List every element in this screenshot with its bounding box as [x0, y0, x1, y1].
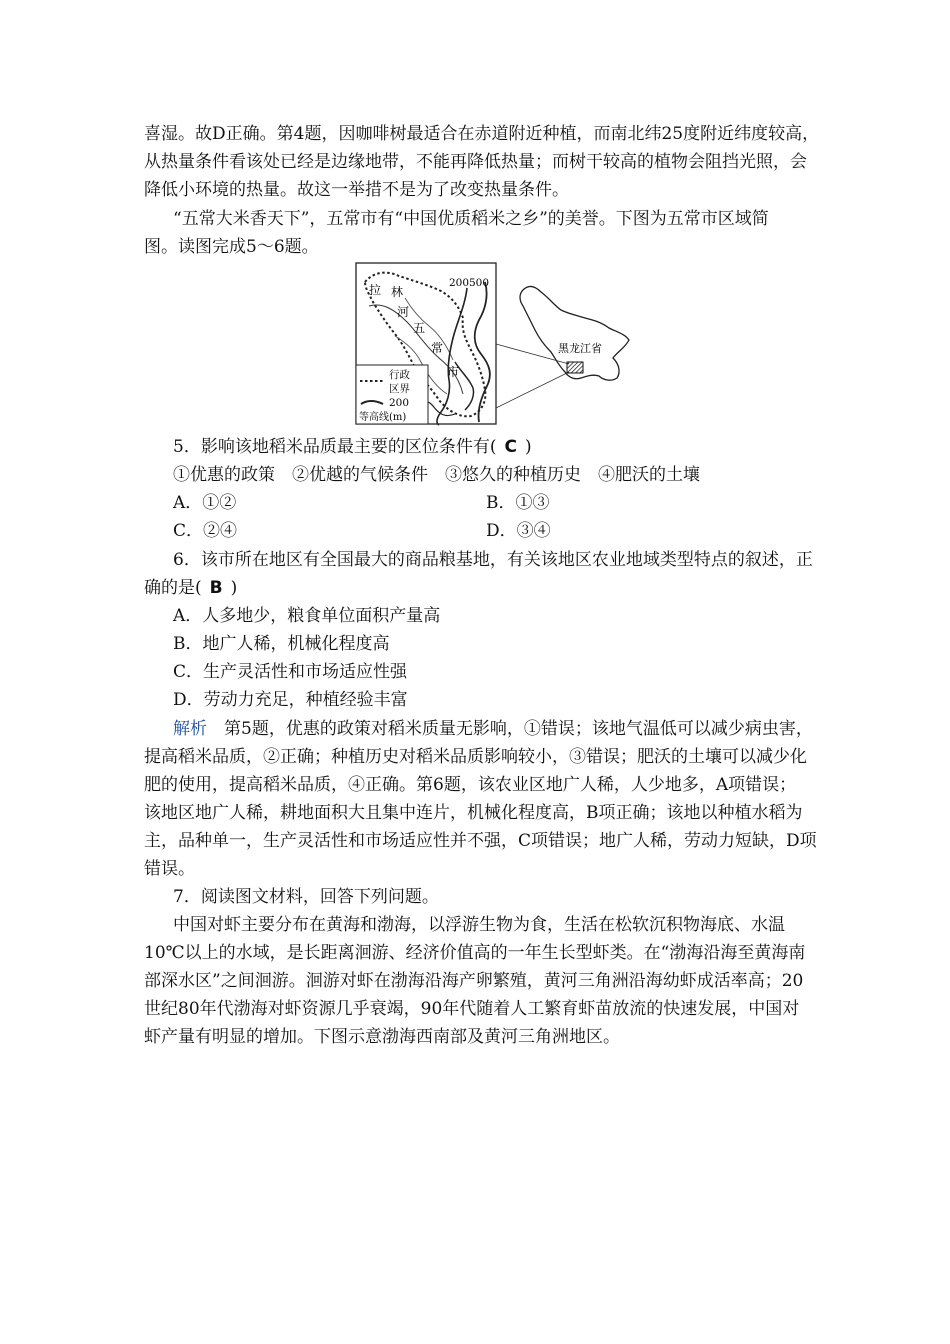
map-label: 市 [447, 365, 460, 379]
analysis-text: 第5题，优惠的政策对稻米质量无影响，①错误；该地气温低可以减少病虫害， [207, 719, 813, 739]
wuchang-map-figure [355, 262, 639, 426]
province-label: 黑龙江省 [558, 342, 602, 355]
q5-answer: C [504, 437, 517, 457]
q6-option-d: D．劳动力充足，种植经验丰富 [173, 690, 408, 710]
map-label: 五 [413, 321, 426, 335]
text-line: 图。读图完成5～6题。 [144, 237, 319, 257]
q5-option-c: C．②④ [173, 521, 238, 541]
q5-items: ①优惠的政策 ②优越的气候条件 ③悠久的种植历史 ④肥沃的土壤 [173, 465, 700, 485]
q7-text-line: 部深水区”之间洄游。洄游对虾在渤海沿海产卵繁殖，黄河三角洲沿海幼虾成活率高；20 [144, 971, 804, 991]
wuchang-location-marker [567, 362, 583, 373]
contour-value-label: 200 [449, 277, 470, 289]
q6-stem-close: ) [230, 578, 238, 598]
q5-option-d: D．③④ [486, 521, 551, 541]
map-label: 常 [431, 341, 444, 355]
q5-option-a: A．①② [173, 493, 237, 513]
q6-option-b: B．地广人稀，机械化程度高 [173, 634, 390, 654]
q7-text-line: 虾产量有明显的增加。下图示意渤海西南部及黄河三角洲地区。 [144, 1027, 620, 1047]
analysis-line: 主，品种单一，生产灵活性和市场适应性并不强，C项错误；地广人稀，劳动力短缺，D项 [144, 831, 817, 851]
analysis-line: 该地区地广人稀，耕地面积大且集中连片，机械化程度高，B项正确；该地以种植水稻为 [144, 803, 803, 823]
q7-text-line: 10℃以上的水域，是长距离洄游、经济价值高的一年生长型虾类。在“渤海沿海至黄海南 [144, 943, 806, 963]
contour-value-label: 500 [469, 277, 490, 289]
q6-stem-text: 确的是( [144, 578, 202, 598]
question-5-stem [173, 437, 532, 457]
q7-text-line: 世纪80年代渤海对虾资源几乎衰竭，90年代随着人工繁育虾苗放流的快速发展，中国对 [144, 999, 800, 1019]
q6-option-c: C．生产灵活性和市场适应性强 [173, 662, 408, 682]
text-line: “五常大米香天下”，五常市有“中国优质稻米之乡”的美誉。下图为五常市区域简 [173, 209, 769, 229]
q5-stem-close: ) [524, 437, 532, 457]
analysis-line [173, 719, 813, 739]
question-6-stem-cont [144, 578, 237, 598]
q5-stem-text: 5．影响该地稻米品质最主要的区位条件有( [173, 437, 497, 457]
legend-label: 等高线(m) [359, 412, 407, 423]
text-line: 降低小环境的热量。故这一举措不是为了改变热量条件。 [144, 180, 569, 200]
legend-label: 行政 [389, 369, 410, 381]
map-label: 林 [391, 285, 404, 299]
legend-label: 区界 [389, 383, 410, 395]
analysis-label: 解析 [173, 719, 207, 739]
text-line: 喜湿。故D正确。第4题，因咖啡树最适合在赤道附近种植，而南北纬25度附近纬度较高， [144, 124, 820, 144]
text-line: 从热量条件看该处已经是边缘地带，不能再降低热量；而树干较高的植物会阻挡光照，会 [144, 152, 807, 172]
map-label: 河 [397, 305, 410, 319]
analysis-line: 提高稻米品质，②正确；种植历史对稻米品质影响较小，③错误；肥沃的土壤可以减少化 [144, 747, 807, 767]
pointer-line [496, 372, 569, 408]
question-7-title: 7．阅读图文材料，回答下列问题。 [173, 887, 439, 907]
question-6-stem: 6．该市所在地区有全国最大的商品粮基地，有关该地区农业地域类型特点的叙述，正 [173, 550, 813, 570]
legend-label: 200 [389, 397, 410, 409]
map-label: 拉 [369, 283, 382, 297]
q5-option-b: B．①③ [486, 493, 550, 513]
contour-200 [437, 288, 467, 425]
analysis-line: 肥的使用，提高稻米品质，④正确。第6题，该农业区地广人稀，人少地多，A项错误； [144, 775, 797, 795]
analysis-line: 错误。 [144, 859, 195, 879]
q6-answer: B [209, 578, 223, 598]
contour-500 [475, 282, 490, 422]
q6-option-a: A．人多地少，粮食单位面积产量高 [173, 606, 441, 626]
q7-text-line: 中国对虾主要分布在黄海和渤海，以浮游生物为食，生活在松软沉积物海底、水温 [173, 915, 785, 935]
